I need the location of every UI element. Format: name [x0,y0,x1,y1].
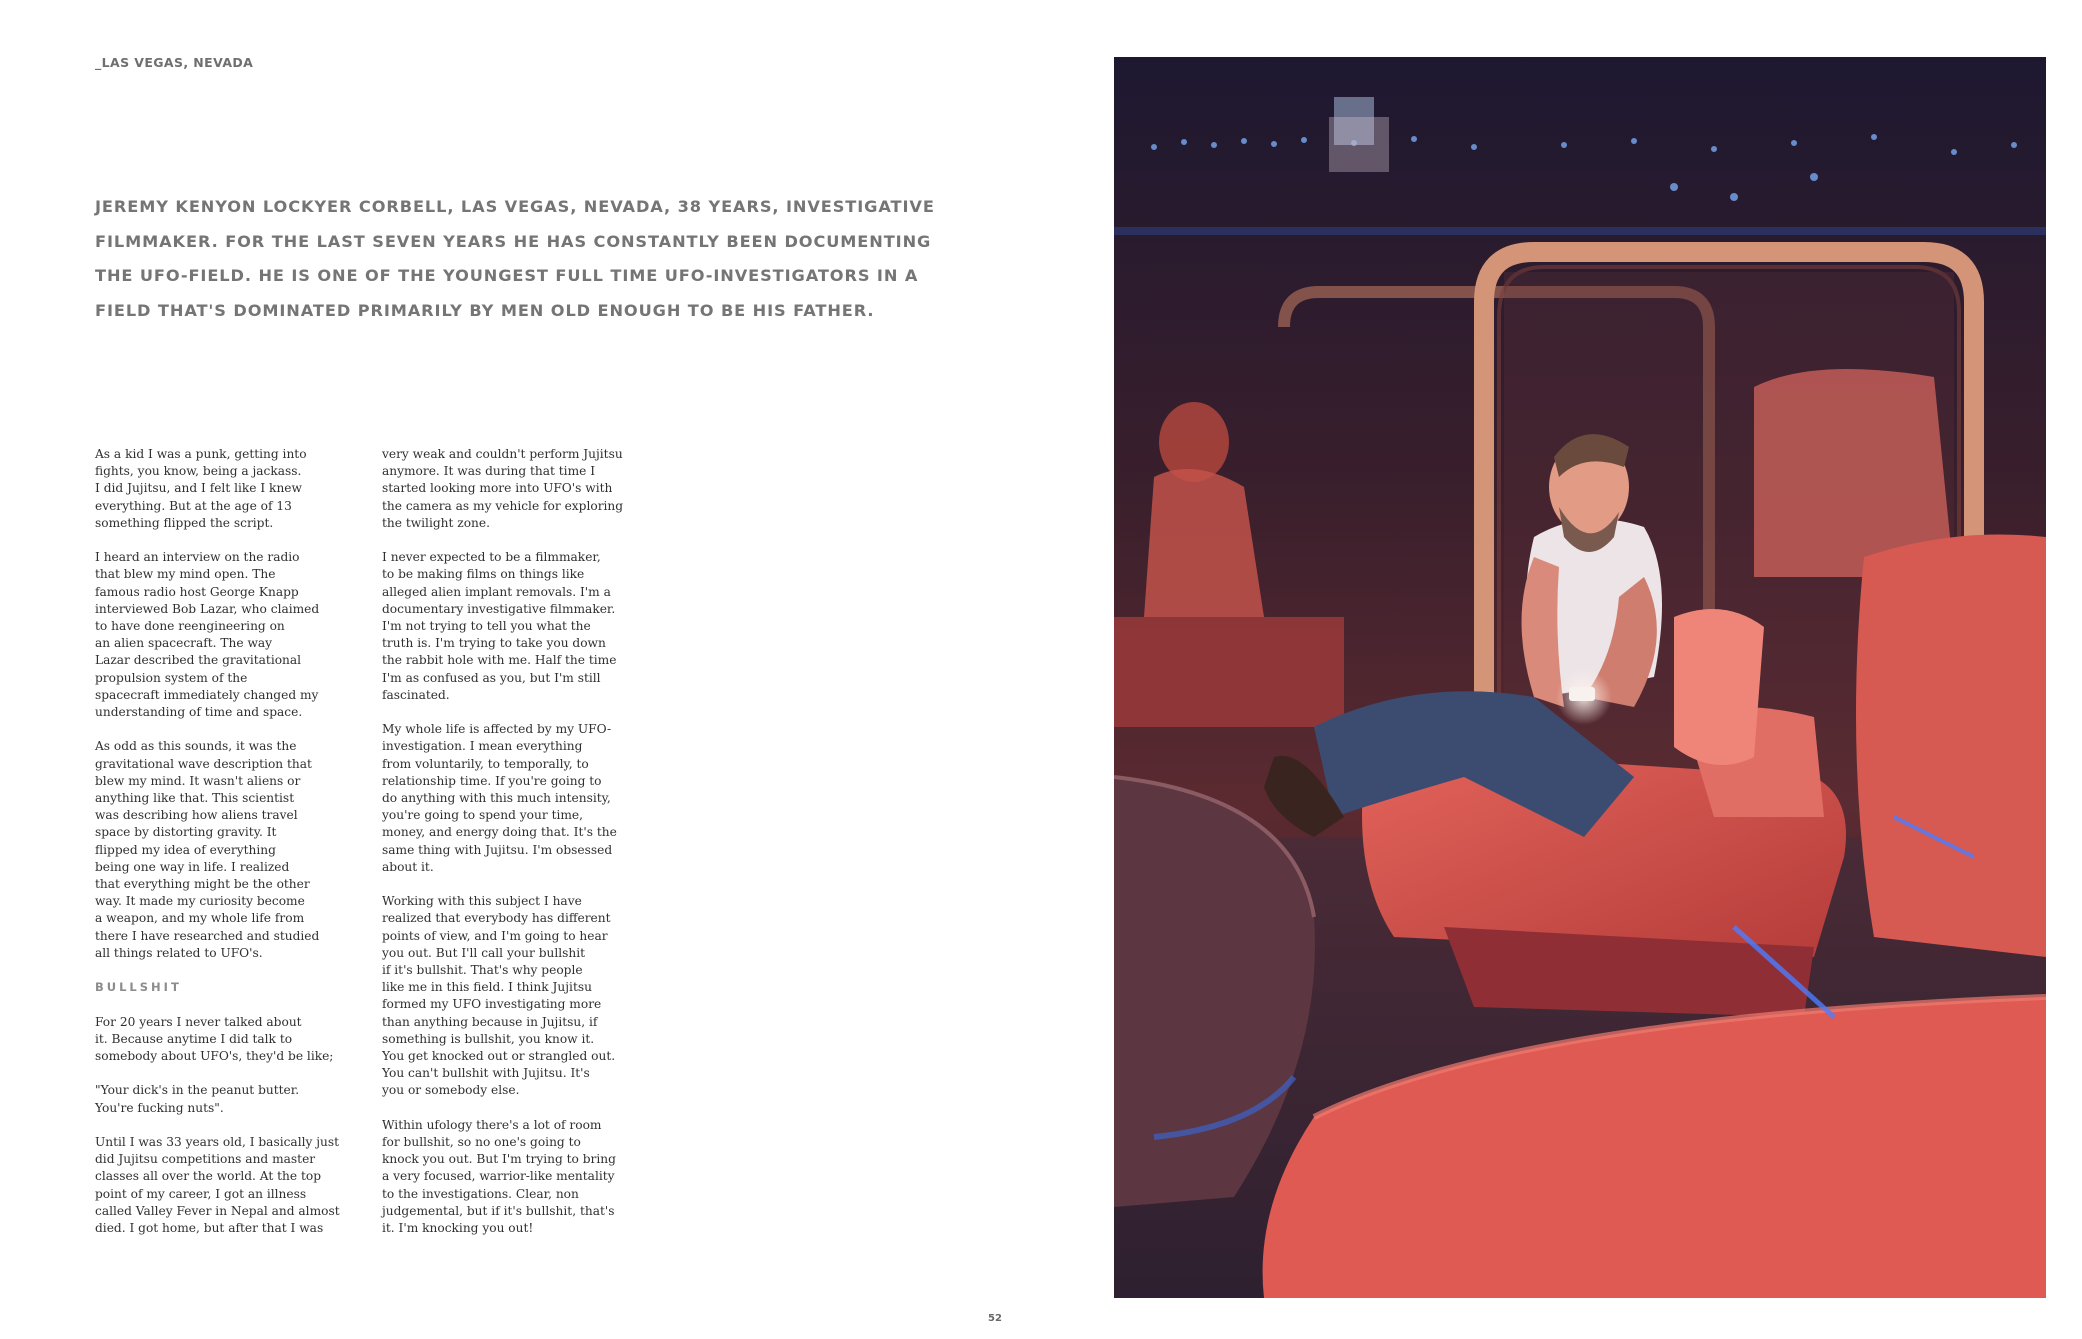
body-paragraph: My whole life is affected by my UFO- investigation. I mean everything from voluntarily, to temporally, to relationship time. If you're going to do anything with this much intensity, you're going to spend your time, money, and energy doing that. It's the same thing with Jujitsu. I'm obsessed about it. [382,722,617,874]
body-paragraph: I never expected to be a filmmaker, to be making films on things like alleged alien implant removals. I'm a documentary investigative filmmaker. I'm not trying to tell you what the truth is. I'm trying to take you down the rabbit hole with me. Half the time I'm as confused as you, but I'm still fascinated. [382,550,617,702]
body-paragraph: Until I was 33 years old, I basically just did Jujitsu competitions and master classes all over the world. At the top point of my career, I got an illness called Valley Fever in Nepal and almost died. I got home, but after that I was [95,1135,340,1236]
portrait-photo-illustration [1114,57,2046,1298]
location-label: _LAS VEGAS, NEVADA [95,55,254,70]
intro-paragraph: JEREMY KENYON LOCKYER CORBELL, LAS VEGAS, NEVADA, 38 YEARS, INVESTIGATIVE FILMMAKER. FOR THE LAST SEVEN YEARS HE HAS CONSTANTLY BEEN DOCUMENTING THE UFO-FIELD. HE IS ONE OF THE YOUNGEST FULL TIME UFO-INVESTIGATORS IN A FIELD THAT'S DOMINATED PRIMARILY BY MEN OLD ENOUGH TO BE HIS FATHER. [95,197,935,320]
page-number: 52 [988,1313,1002,1324]
body-paragraph: As a kid I was a punk, getting into fights, you know, being a jackass. I did Jujitsu, and I felt like I knew everything. But at the age of 13 something flipped the script. [95,447,307,530]
body-paragraph: I heard an interview on the radio that blew my mind open. The famous radio host George Knapp interviewed Bob Lazar, who claimed to have done reengineering on an alien spacecraft. The way Lazar described the gravitational propulsion system of the spacecraft immediately changed my understanding of time and space. [95,550,320,720]
article-column-1 [95,446,365,1254]
body-paragraph: For 20 years I never talked about it. Because anytime I did talk to somebody about UFO's, they'd be like; [95,1014,334,1064]
article-column-2 [382,446,652,1254]
body-paragraph: very weak and couldn't perform Jujitsu anymore. It was during that time I started looking more into UFO's with the camera as my vehicle for exploring the twilight zone. [382,447,624,530]
body-paragraph: "Your dick's in the peanut butter. You're fucking nuts". [95,1083,300,1115]
portrait-photo [1114,57,2046,1298]
body-paragraph: Working with this subject I have realized that everybody has different points of view, and I'm going to hear you out. But I'll call your bullshit if it's bullshit. That's why people like me in this field. I think Jujitsu formed my UFO investigating more than anything because in Jujitsu, if something is bullshit, you know it. You get knocked out or strangled out. You can't bullshit with Jujitsu. It's you or somebody else. [382,894,616,1098]
section-subhead: BULLSHIT [95,980,182,995]
body-paragraph: Within ufology there's a lot of room for bullshit, so no one's going to knock you out. But I'm trying to bring a very focused, warrior-like mentality to the investigations. Clear, non judgemental, but if it's bullshit, that's it. I'm knocking you out! [382,1117,616,1236]
body-paragraph: As odd as this sounds, it was the gravitational wave description that blew my mind. It wasn't aliens or anything like that. This scientist was describing how aliens travel space by distorting gravity. It flipped my idea of everything being one way in life. I realized that everything might be the other way. It made my curiosity become a weapon, and my whole life from there I have researched and studied all things related to UFO's. [95,739,320,960]
